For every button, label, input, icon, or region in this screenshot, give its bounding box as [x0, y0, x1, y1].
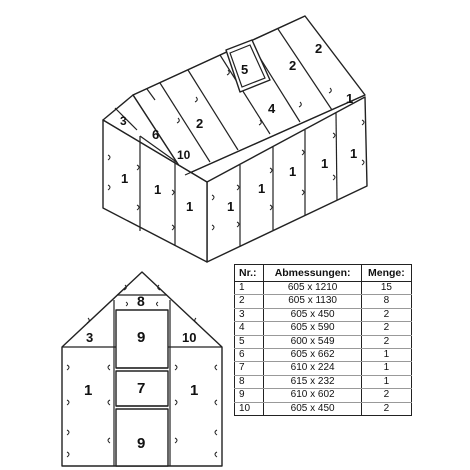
- cell-nr: 5: [235, 335, 264, 348]
- cell-dimensions: 605 x 450: [264, 402, 361, 415]
- panel-number: 9: [137, 435, 146, 452]
- table-row: [235, 389, 412, 402]
- panel-number: 3: [86, 330, 94, 345]
- cell-dimensions: 610 x 602: [264, 389, 361, 402]
- cell-quantity: 2: [361, 402, 411, 415]
- panel-number: 10: [177, 148, 191, 162]
- table-row: [235, 335, 412, 348]
- cell-nr: 3: [235, 308, 264, 321]
- cell-dimensions: 615 x 232: [264, 375, 361, 388]
- cell-quantity: 2: [361, 308, 411, 321]
- cell-quantity: 15: [361, 282, 411, 295]
- cell-quantity: 2: [361, 335, 411, 348]
- panel-number: 1: [190, 382, 199, 399]
- cell-nr: 10: [235, 402, 264, 415]
- panel-number: 2: [315, 41, 323, 56]
- table-row: [235, 349, 412, 362]
- panel-number: 6: [152, 127, 160, 142]
- cell-quantity: 1: [361, 362, 411, 375]
- panel-number: 10: [182, 330, 197, 345]
- table-row: [235, 402, 412, 415]
- cell-nr: 6: [235, 349, 264, 362]
- panel-number: 1: [154, 182, 162, 197]
- panel-number: 1: [321, 156, 329, 171]
- table-row: [235, 295, 412, 308]
- cell-nr: 2: [235, 295, 264, 308]
- cell-dimensions: 605 x 450: [264, 308, 361, 321]
- panel-number: 1: [258, 181, 266, 196]
- cell-nr: 9: [235, 389, 264, 402]
- cell-quantity: 2: [361, 389, 411, 402]
- cell-dimensions: 600 x 549: [264, 335, 361, 348]
- panel-spec-table: [234, 264, 412, 416]
- panel-number: 4: [268, 101, 276, 116]
- cell-quantity: 1: [361, 349, 411, 362]
- greenhouse-isometric: [103, 16, 367, 262]
- table-row: [235, 362, 412, 375]
- cell-nr: 4: [235, 322, 264, 335]
- panel-number: 7: [137, 380, 146, 397]
- cell-nr: 8: [235, 375, 264, 388]
- cell-dimensions: 605 x 662: [264, 349, 361, 362]
- panel-number: 8: [137, 293, 145, 309]
- panel-number: 1: [84, 382, 93, 399]
- table-row: [235, 282, 412, 295]
- panel-number: 1: [186, 199, 194, 214]
- cell-quantity: 2: [361, 322, 411, 335]
- panel-number: 1: [350, 146, 358, 161]
- panel-number: 1: [121, 171, 129, 186]
- table-row: [235, 375, 412, 388]
- cell-dimensions: 605 x 1130: [264, 295, 361, 308]
- column-header-nr: Nr.:: [235, 265, 264, 282]
- table-row: [235, 308, 412, 321]
- table-row: [235, 322, 412, 335]
- column-header-dimensions: Abmessungen:: [264, 265, 361, 282]
- greenhouse-front-view: [62, 272, 222, 466]
- cell-quantity: 8: [361, 295, 411, 308]
- table-header-row: [235, 265, 412, 282]
- cell-nr: 7: [235, 362, 264, 375]
- cell-dimensions: 605 x 1210: [264, 282, 361, 295]
- panel-number: 2: [289, 58, 297, 73]
- cell-dimensions: 610 x 224: [264, 362, 361, 375]
- panel-number: 1: [227, 199, 235, 214]
- column-header-quantity: Menge:: [361, 265, 411, 282]
- panel-number: 9: [137, 329, 146, 346]
- cell-nr: 1: [235, 282, 264, 295]
- panel-number: 1: [289, 164, 297, 179]
- panel-number: 5: [241, 62, 249, 77]
- panel-number: 1: [346, 91, 354, 106]
- cell-dimensions: 605 x 590: [264, 322, 361, 335]
- panel-number: 2: [196, 116, 204, 131]
- panel-number: 3: [120, 114, 127, 128]
- cell-quantity: 1: [361, 375, 411, 388]
